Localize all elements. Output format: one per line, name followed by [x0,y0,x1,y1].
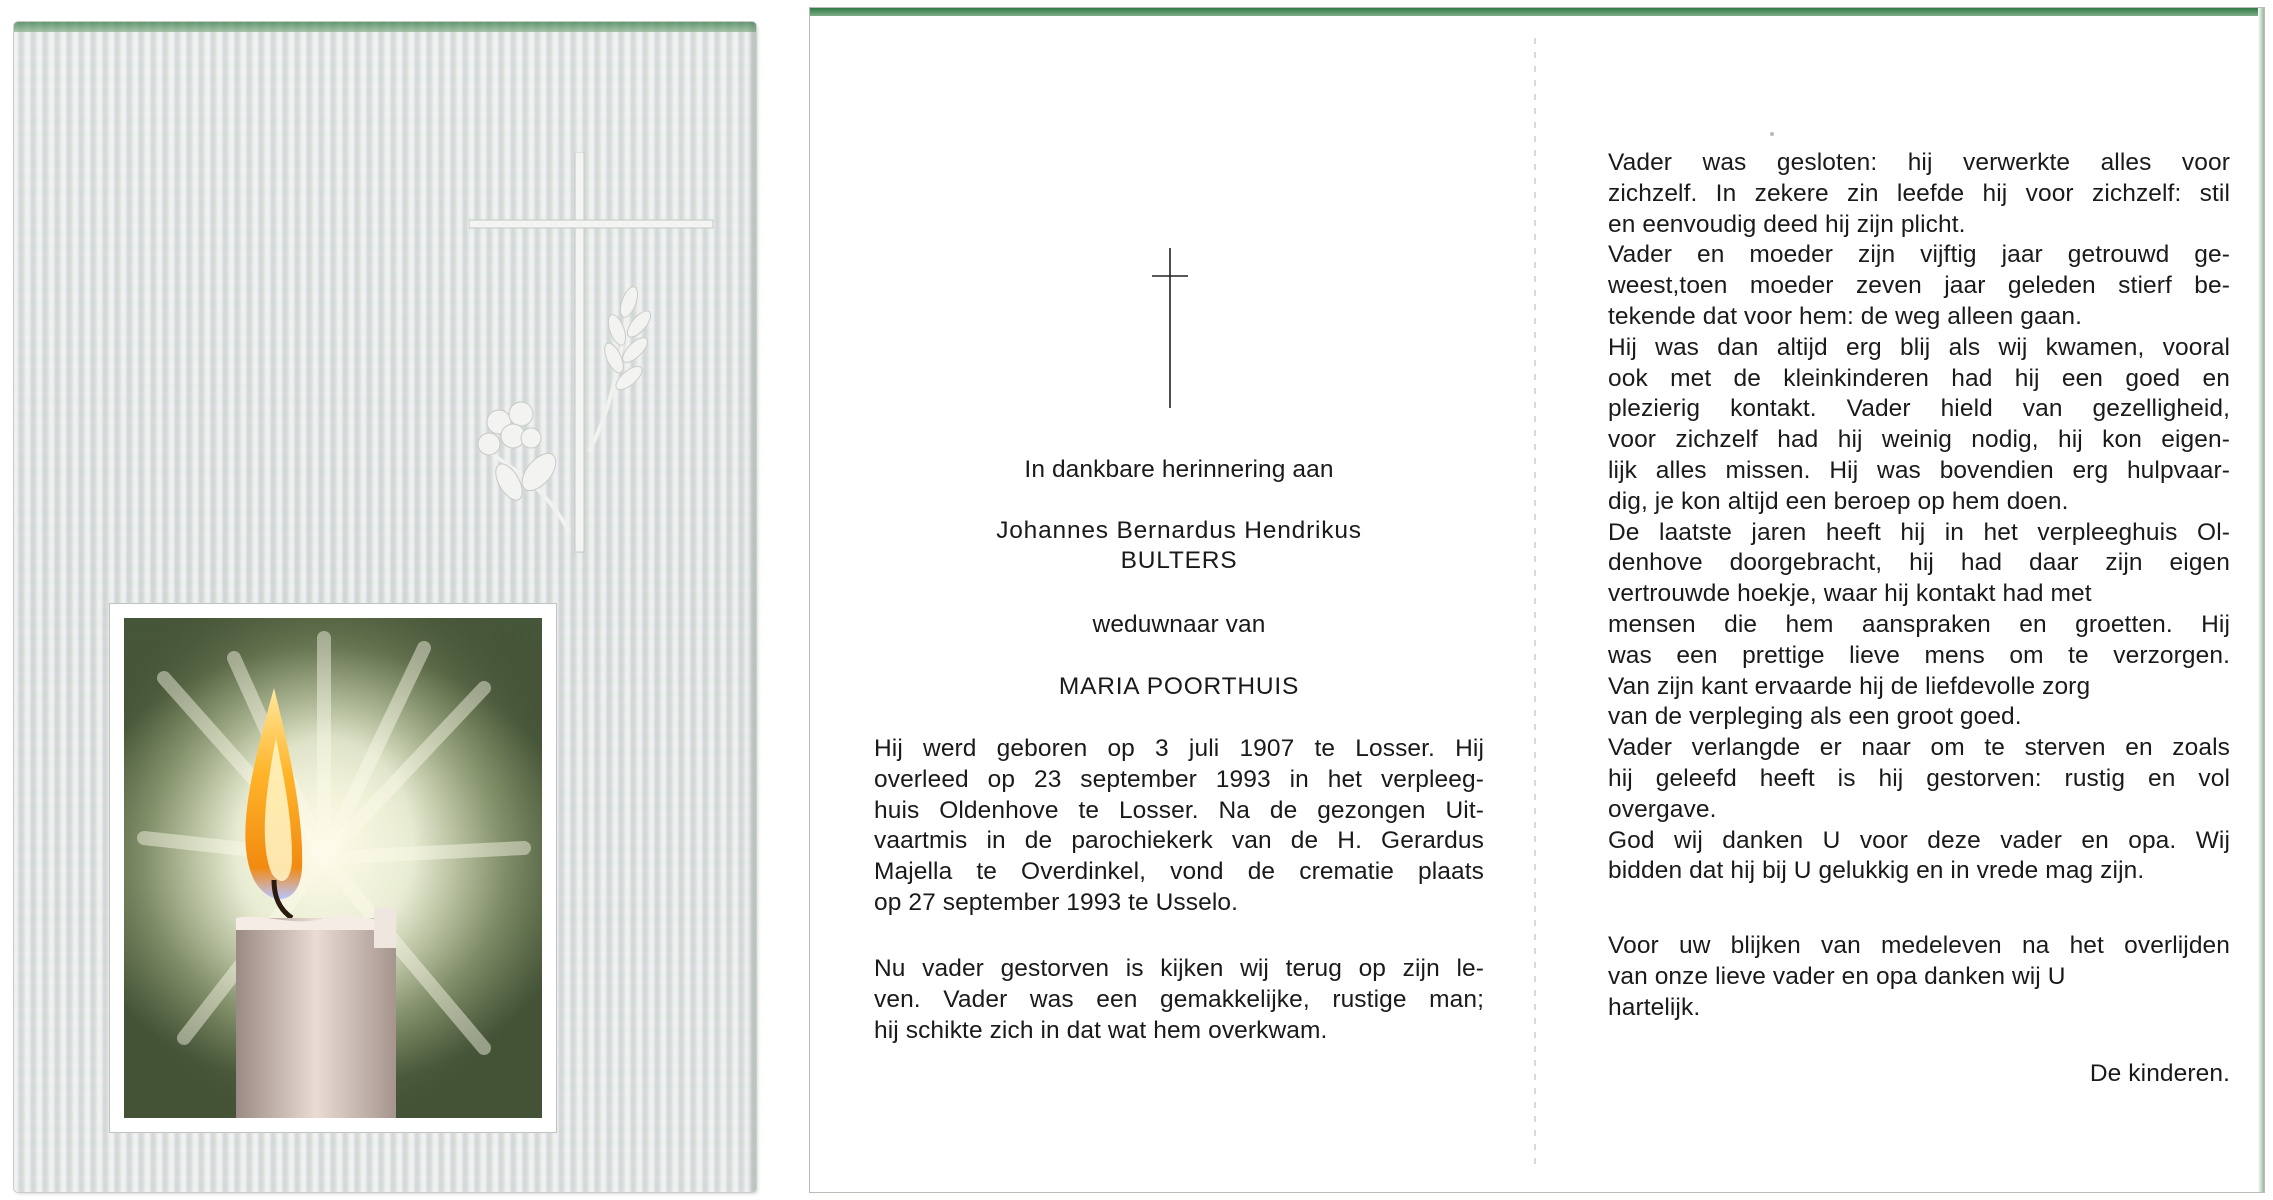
text-line: God wij danken U voor deze vader en opa. Wij [1608,826,2230,854]
text-line: huis Oldenhove te Losser. Na de gezongen Uit- [874,796,1484,824]
text-line: tekende dat voor hem: de weg alleen gaan. [1608,302,2083,330]
text-line: mensen die hem aanspraken en groetten. Hij [1608,610,2230,638]
text-line: hartelijk. [1608,993,1701,1021]
text-line: De laatste jaren heeft hij in het verpleeghuis Ol- [1608,518,2230,546]
paragraph-reflection [874,954,1484,1046]
cover-edge-shadow [746,22,756,1192]
paragraph-memories [1608,148,2230,887]
text-line: Hij was dan altijd erg blij als wij kwamen, vooral [1608,333,2230,361]
candle-photo [124,618,542,1118]
text-line: voor zichzelf had hij weinig nodig, hij kon eigen- [1608,426,2230,454]
text-line: plezierig kontakt. Vader hield van gezelligheid, [1608,395,2230,423]
text-line: ven. Vader was een gemakkelijke, rustige man; [874,985,1484,1013]
text-line: dig, je kon altijd een beroep op hem doen. [1608,487,2069,515]
text-line: Hij werd geboren op 3 juli 1907 te Losser. Hij [874,735,1484,762]
text-line: weest,toen moeder zeven jaar geleden stierf be- [1608,272,2230,300]
text-line: vaartmis in de parochiekerk van de H. Gerardus [874,827,1484,855]
text-line: en eenvoudig deed hij zijn plicht. [1608,210,1966,238]
text-line: hij schikte zich in dat wat hem overkwam. [874,1016,1328,1044]
text-line: vertrouwde hoekje, waar hij kontakt had met [1608,580,2092,608]
deceased-given-names: Johannes Bernardus Hendrikus [996,517,1362,544]
text-line: op 27 september 1993 te Usselo. [874,888,1239,916]
paragraph-thanks [1608,931,2230,1023]
intro-line: In dankbare herinnering aan [1024,456,1334,483]
text-line: Vader verlangde er naar om te sterven en zoals [1608,734,2230,762]
cover-top-band [14,22,756,32]
text-line: Vader was gesloten: hij verwerkte alles voor [1608,149,2230,176]
text-line: Majella te Overdinkel, vond de crematie plaats [874,858,1484,886]
card-inner-page [810,8,2264,1192]
text-line: overgave. [1608,795,1717,823]
text-line: van onze lieve vader en opa danken wij U [1608,962,2066,990]
text-line: Nu vader gestorven is kijken wij terug op zijn le- [874,955,1484,982]
text-line: overleed op 23 september 1993 in het verpleeg- [874,765,1484,793]
paragraph-life-dates [874,734,1484,919]
widower-of-line: weduwnaar van [1092,611,1266,638]
candle-photo-frame [110,604,556,1132]
inner-right-band [2258,8,2264,1192]
text-line: van de verpleging als een groot goed. [1608,703,2022,731]
inner-top-band [810,8,2264,16]
text-line: Van zijn kant ervaarde hij de liefdevolle zorg [1608,672,2091,700]
closing-signature: De kinderen. [2089,1060,2230,1087]
cross-with-wheat-emblem [469,152,729,572]
candle-flame-image [124,618,542,1118]
text-line: bidden dat hij bij U gelukkig en in vrede mag zijn. [1608,857,2145,885]
text-line: Vader en moeder zijn vijftig jaar getrouwd ge- [1608,241,2230,269]
deceased-name [874,516,1484,576]
text-line: lijk alles missen. Hij was bovendien erg hulpvaar- [1608,456,2230,484]
print-speck [1770,132,1774,136]
spouse-name: MARIA POORTHUIS [1058,673,1300,700]
text-line: denhove doorgebracht, hij had daar zijn eigen [1608,549,2230,577]
text-line: Voor uw blijken van medeleven na het overlijden [1608,932,2230,959]
text-line: zichzelf. In zekere zin leefde hij voor zichzelf: stil [1608,179,2230,207]
deceased-family-name: BULTERS [1120,547,1238,574]
text-line: was een prettige lieve mens om te verzorgen. [1608,641,2230,669]
text-line: ook met de kleinkinderen had hij een goed en [1608,364,2230,392]
text-line: hij geleefd heeft is hij gestorven: rustig en vol [1608,764,2230,792]
card-cover [14,22,756,1192]
fold-line [1534,38,1536,1168]
cross-icon [1150,248,1190,408]
